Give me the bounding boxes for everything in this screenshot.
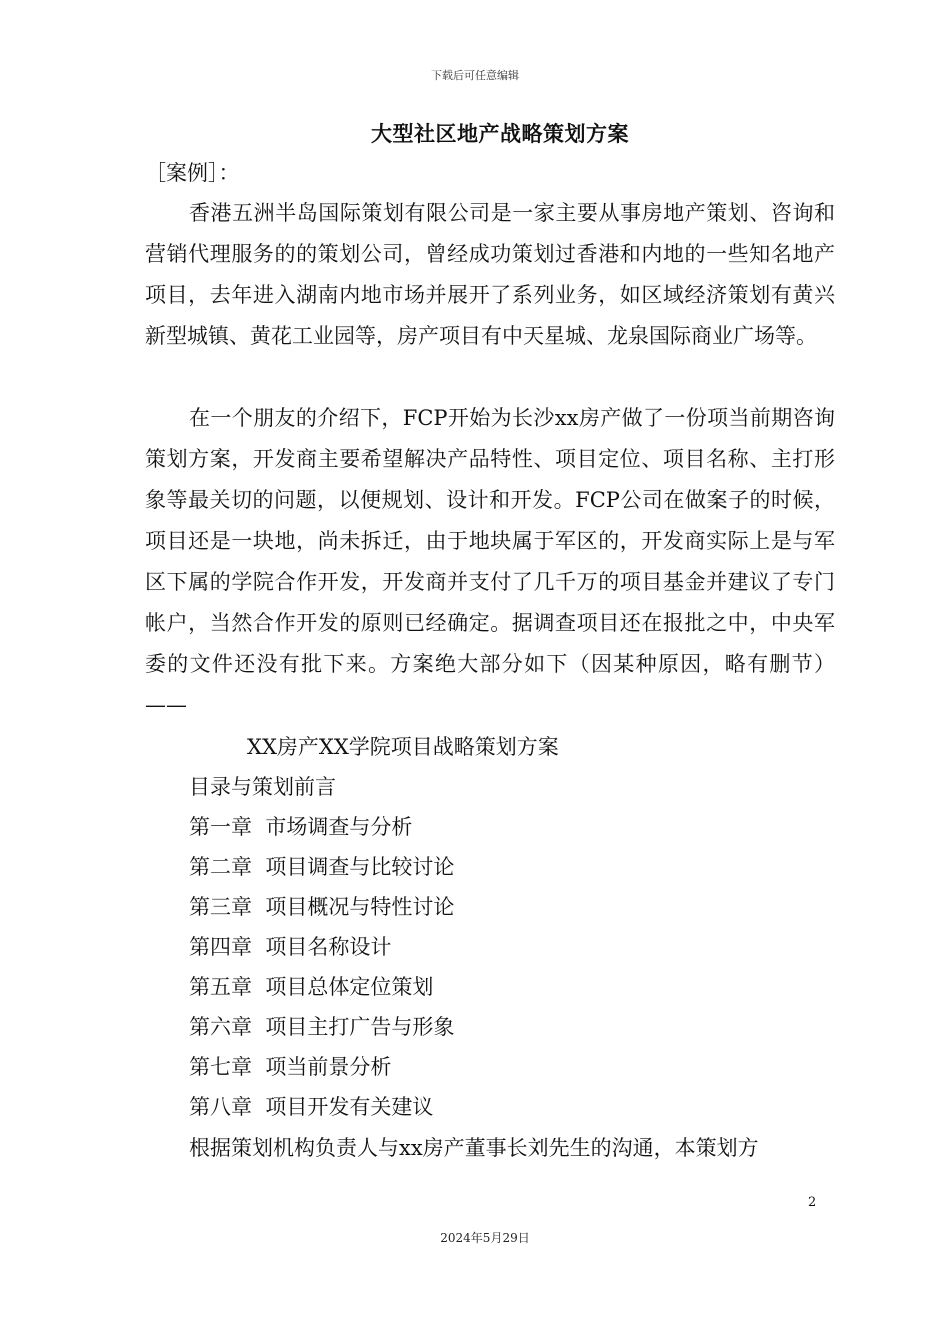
page-number: 2 [808, 1195, 817, 1210]
toc-item: 第七章 项当前景分析 [189, 1055, 392, 1079]
plan-subtitle: XX房产XX学院项目战略策划方案 [247, 735, 559, 759]
page-header-note: 下载后可任意编辑 [431, 69, 519, 82]
toc-item: 第四章 项目名称设计 [189, 935, 392, 959]
toc-item: 目录与策划前言 [189, 775, 336, 799]
toc-item: 第一章 市场调查与分析 [189, 815, 413, 839]
document-title: 大型社区地产战略策划方案 [371, 122, 629, 146]
toc-item: 第二章 项目调查与比较讨论 [189, 855, 455, 879]
page-footer-date: 2024年5月29日 [440, 1231, 530, 1245]
paragraph-text: 在一个朋友的介绍下，FCP开始为长沙xx房产做了一份项当前期咨询策划方案，开发商主要希望解决产品特性、项目定位、项目名称、主打形象等最关切的问题，以便规划、设计和开发。FCP公司在做案子的时候，项目还是一块地，尚未拆迁，由于地块属于军区的，开发商实际上是与军区下属的学院合作开发，开发商并支付了几千万的项目基金并建议了专门帐户，当然合作开发的原则已经确定。据调查项目还在报批之中，中央军委的文件还没有批下来。方案绝大部分如下（因某种原因，略有删节）—— [145, 406, 835, 717]
continuation-line: 根据策划机构负责人与xx房产董事长刘先生的沟通，本策划方 [189, 1136, 759, 1160]
toc-item: 第六章 项目主打广告与形象 [189, 1015, 455, 1039]
toc-item: 第八章 项目开发有关建议 [189, 1095, 434, 1119]
table-of-contents [189, 767, 454, 1127]
paragraph-background [145, 398, 835, 726]
toc-item: 第五章 项目总体定位策划 [189, 975, 434, 999]
paragraph-intro [145, 193, 835, 357]
paragraph-text: 香港五洲半岛国际策划有限公司是一家主要从事房地产策划、咨询和营销代理服务的的策划公司，曾经成功策划过香港和内地的一些知名地产项目，去年进入湖南内地市场并展开了系列业务，如区域经济策划有黄兴新型城镇、黄花工业园等，房产项目有中天星城、龙泉国际商业广场等。 [145, 201, 835, 348]
case-label: ［案例］： [145, 161, 240, 185]
toc-item: 第三章 项目概况与特性讨论 [189, 895, 455, 919]
